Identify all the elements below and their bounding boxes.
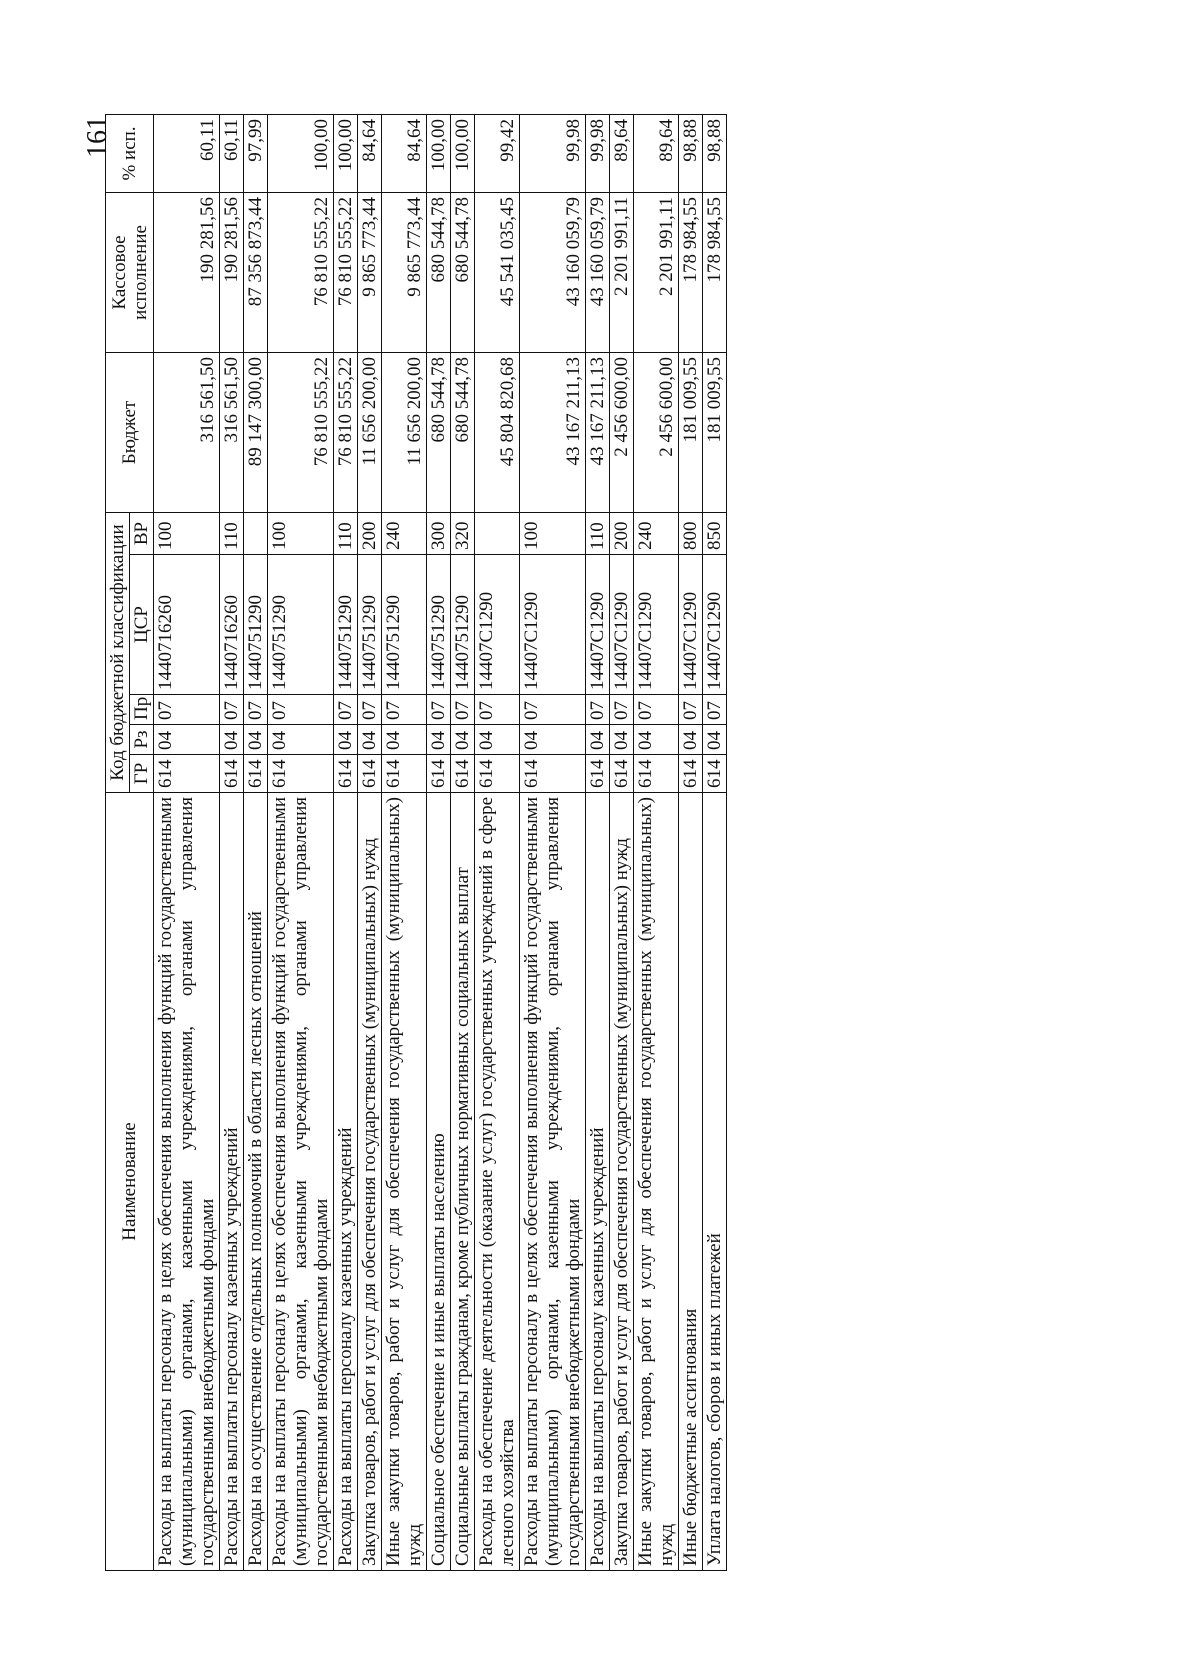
row-cash: 43 160 059,79	[520, 192, 586, 352]
header-rz: Рз	[130, 725, 154, 755]
row-name: Закупка товаров, работ и услуг для обеспечения государственных (муниципальных) нужд	[610, 793, 634, 1571]
budget-table	[105, 114, 727, 1571]
row-pr: 07	[520, 695, 586, 725]
row-budget: 76 810 555,22	[268, 352, 334, 512]
row-budget: 680 544,78	[427, 352, 451, 512]
row-csr: 14407С1290	[679, 555, 703, 695]
row-gr: 614	[358, 755, 382, 793]
row-csr: 1440751290	[358, 555, 382, 695]
table-row	[634, 114, 679, 1570]
row-budget: 89 147 300,00	[244, 352, 268, 512]
row-csr: 14407С1290	[610, 555, 634, 695]
row-cash: 680 544,78	[427, 192, 451, 352]
row-pct: 84,64	[358, 114, 382, 192]
row-gr: 614	[610, 755, 634, 793]
row-pr: 07	[586, 695, 610, 725]
row-gr: 614	[154, 755, 220, 793]
row-budget: 45 804 820,68	[475, 352, 520, 512]
table-row	[475, 114, 520, 1570]
row-pr: 07	[703, 695, 727, 725]
row-cash: 45 541 035,45	[475, 192, 520, 352]
header-code-group: Код бюджетной классификации	[106, 512, 130, 792]
row-vr: 200	[610, 512, 634, 554]
row-budget: 181 009,55	[703, 352, 727, 512]
row-csr: 1440751290	[427, 555, 451, 695]
page-number: 161	[82, 116, 113, 158]
row-gr: 614	[586, 755, 610, 793]
row-vr: 110	[220, 512, 244, 554]
row-gr: 614	[679, 755, 703, 793]
header-csr: ЦСР	[130, 555, 154, 695]
row-csr: 1440751290	[451, 555, 475, 695]
table-row	[703, 114, 727, 1570]
row-vr: 100	[520, 512, 586, 554]
table-row	[334, 114, 358, 1570]
row-pr: 07	[154, 695, 220, 725]
header-pct: % исп.	[106, 114, 154, 192]
row-cash: 2 201 991,11	[634, 192, 679, 352]
row-pr: 07	[358, 695, 382, 725]
row-vr	[475, 512, 520, 554]
row-pr: 07	[634, 695, 679, 725]
row-cash: 178 984,55	[703, 192, 727, 352]
row-pct: 100,00	[334, 114, 358, 192]
row-pr: 07	[427, 695, 451, 725]
row-budget: 680 544,78	[451, 352, 475, 512]
row-budget: 2 456 600,00	[634, 352, 679, 512]
row-pr: 07	[382, 695, 427, 725]
row-rz: 04	[244, 725, 268, 755]
row-pct: 100,00	[427, 114, 451, 192]
row-vr: 240	[634, 512, 679, 554]
row-budget: 43 167 211,13	[586, 352, 610, 512]
row-cash: 9 865 773,44	[382, 192, 427, 352]
row-rz: 04	[679, 725, 703, 755]
row-rz: 04	[520, 725, 586, 755]
table-row	[427, 114, 451, 1570]
row-pr: 07	[451, 695, 475, 725]
row-gr: 614	[634, 755, 679, 793]
row-pct: 89,64	[634, 114, 679, 192]
row-pct: 99,98	[586, 114, 610, 192]
row-budget: 11 656 200,00	[382, 352, 427, 512]
row-cash: 43 160 059,79	[586, 192, 610, 352]
row-budget: 181 009,55	[679, 352, 703, 512]
row-name: Иные бюджетные ассигнования	[679, 793, 703, 1571]
row-csr: 14407С1290	[703, 555, 727, 695]
row-cash: 87 356 873,44	[244, 192, 268, 352]
row-budget: 316 561,50	[220, 352, 244, 512]
row-gr: 614	[334, 755, 358, 793]
row-csr: 1440716260	[154, 555, 220, 695]
row-pct: 99,98	[520, 114, 586, 192]
row-vr: 110	[586, 512, 610, 554]
row-rz: 04	[220, 725, 244, 755]
row-rz: 04	[334, 725, 358, 755]
row-pct: 99,42	[475, 114, 520, 192]
row-cash: 190 281,56	[154, 192, 220, 352]
row-budget: 43 167 211,13	[520, 352, 586, 512]
row-gr: 614	[268, 755, 334, 793]
row-gr: 614	[382, 755, 427, 793]
row-budget: 316 561,50	[154, 352, 220, 512]
row-gr: 614	[451, 755, 475, 793]
row-cash: 680 544,78	[451, 192, 475, 352]
row-name: Закупка товаров, работ и услуг для обеспечения государственных (муниципальных) нужд	[358, 793, 382, 1571]
row-csr: 1440751290	[382, 555, 427, 695]
row-rz: 04	[451, 725, 475, 755]
row-rz: 04	[610, 725, 634, 755]
row-pr: 07	[220, 695, 244, 725]
table-row	[679, 114, 703, 1570]
row-rz: 04	[475, 725, 520, 755]
row-csr: 14407С1290	[520, 555, 586, 695]
row-vr: 300	[427, 512, 451, 554]
table-row	[520, 114, 586, 1570]
row-pct: 60,11	[220, 114, 244, 192]
row-pr: 07	[244, 695, 268, 725]
row-name: Расходы на выплаты персоналу в целях обеспечения выполнения функций государственными (муниципальными) органами, казенными учреждениями, органами управления государственными внебюджетными фондами	[520, 793, 586, 1571]
row-rz: 04	[586, 725, 610, 755]
row-name: Социальные выплаты гражданам, кроме публичных нормативных социальных выплат	[451, 793, 475, 1571]
row-csr: 1440751290	[334, 555, 358, 695]
row-pr: 07	[610, 695, 634, 725]
row-name: Расходы на осуществление отдельных полномочий в области лесных отношений	[244, 793, 268, 1571]
header-pr: Пр	[130, 695, 154, 725]
row-name: Расходы на выплаты персоналу казенных учреждений	[586, 793, 610, 1571]
row-name: Расходы на выплаты персоналу в целях обеспечения выполнения функций государственными (муниципальными) органами, казенными учреждениями, органами управления государственными внебюджетными фондами	[154, 793, 220, 1571]
row-cash: 9 865 773,44	[358, 192, 382, 352]
row-pct: 100,00	[268, 114, 334, 192]
table-row	[220, 114, 244, 1570]
row-vr: 100	[268, 512, 334, 554]
row-gr: 614	[427, 755, 451, 793]
row-name: Расходы на выплаты персоналу в целях обеспечения выполнения функций государственными (муниципальными) органами, казенными учреждениями, органами управления государственными внебюджетными фондами	[268, 793, 334, 1571]
row-vr: 800	[679, 512, 703, 554]
row-pct: 100,00	[451, 114, 475, 192]
row-budget: 76 810 555,22	[334, 352, 358, 512]
row-name: Иные закупки товаров, работ и услуг для обеспечения государственных (муниципальных) нужд	[634, 793, 679, 1571]
row-gr: 614	[220, 755, 244, 793]
row-name: Уплата налогов, сборов и иных платежей	[703, 793, 727, 1571]
row-csr: 14407С1290	[586, 555, 610, 695]
row-vr	[244, 512, 268, 554]
row-name: Расходы на выплаты персоналу казенных учреждений	[220, 793, 244, 1571]
row-rz: 04	[634, 725, 679, 755]
table-row	[358, 114, 382, 1570]
row-pct: 98,88	[703, 114, 727, 192]
row-pct: 60,11	[154, 114, 220, 192]
table-row	[586, 114, 610, 1570]
row-csr: 14407С1290	[475, 555, 520, 695]
row-cash: 190 281,56	[220, 192, 244, 352]
row-name: Расходы на выплаты персоналу казенных учреждений	[334, 793, 358, 1571]
row-vr: 320	[451, 512, 475, 554]
table-row	[268, 114, 334, 1570]
row-rz: 04	[703, 725, 727, 755]
row-pct: 84,64	[382, 114, 427, 192]
row-vr: 200	[358, 512, 382, 554]
row-pct: 89,64	[610, 114, 634, 192]
row-csr: 1440751290	[244, 555, 268, 695]
row-vr: 240	[382, 512, 427, 554]
table-row	[244, 114, 268, 1570]
row-cash: 178 984,55	[679, 192, 703, 352]
row-budget: 11 656 200,00	[358, 352, 382, 512]
table-row	[154, 114, 220, 1570]
row-name: Социальное обеспечение и иные выплаты населению	[427, 793, 451, 1571]
row-pr: 07	[334, 695, 358, 725]
row-cash: 76 810 555,22	[334, 192, 358, 352]
row-gr: 614	[475, 755, 520, 793]
row-budget: 2 456 600,00	[610, 352, 634, 512]
row-rz: 04	[382, 725, 427, 755]
row-name: Расходы на обеспечение деятельности (оказание услуг) государственных учреждений в сфере лесного хозяйства	[475, 793, 520, 1571]
row-cash: 76 810 555,22	[268, 192, 334, 352]
row-rz: 04	[154, 725, 220, 755]
row-vr: 100	[154, 512, 220, 554]
row-csr: 14407С1290	[634, 555, 679, 695]
row-pr: 07	[475, 695, 520, 725]
row-cash: 2 201 991,11	[610, 192, 634, 352]
row-csr: 1440751290	[268, 555, 334, 695]
header-vr: ВР	[130, 512, 154, 554]
row-pct: 97,99	[244, 114, 268, 192]
header-budget: Бюджет	[106, 352, 154, 512]
row-vr: 110	[334, 512, 358, 554]
row-pr: 07	[679, 695, 703, 725]
row-pr: 07	[268, 695, 334, 725]
row-gr: 614	[244, 755, 268, 793]
row-rz: 04	[268, 725, 334, 755]
table-row	[451, 114, 475, 1570]
table-row	[382, 114, 427, 1570]
row-csr: 1440716260	[220, 555, 244, 695]
row-pct: 98,88	[679, 114, 703, 192]
row-rz: 04	[358, 725, 382, 755]
table-row	[610, 114, 634, 1570]
row-rz: 04	[427, 725, 451, 755]
header-name: Наименование	[106, 793, 154, 1571]
row-vr: 850	[703, 512, 727, 554]
row-gr: 614	[520, 755, 586, 793]
row-name: Иные закупки товаров, работ и услуг для обеспечения государственных (муниципальных) нужд	[382, 793, 427, 1571]
row-gr: 614	[703, 755, 727, 793]
header-gr: ГР	[130, 755, 154, 793]
header-cash: Кассовое исполнение	[106, 192, 154, 352]
